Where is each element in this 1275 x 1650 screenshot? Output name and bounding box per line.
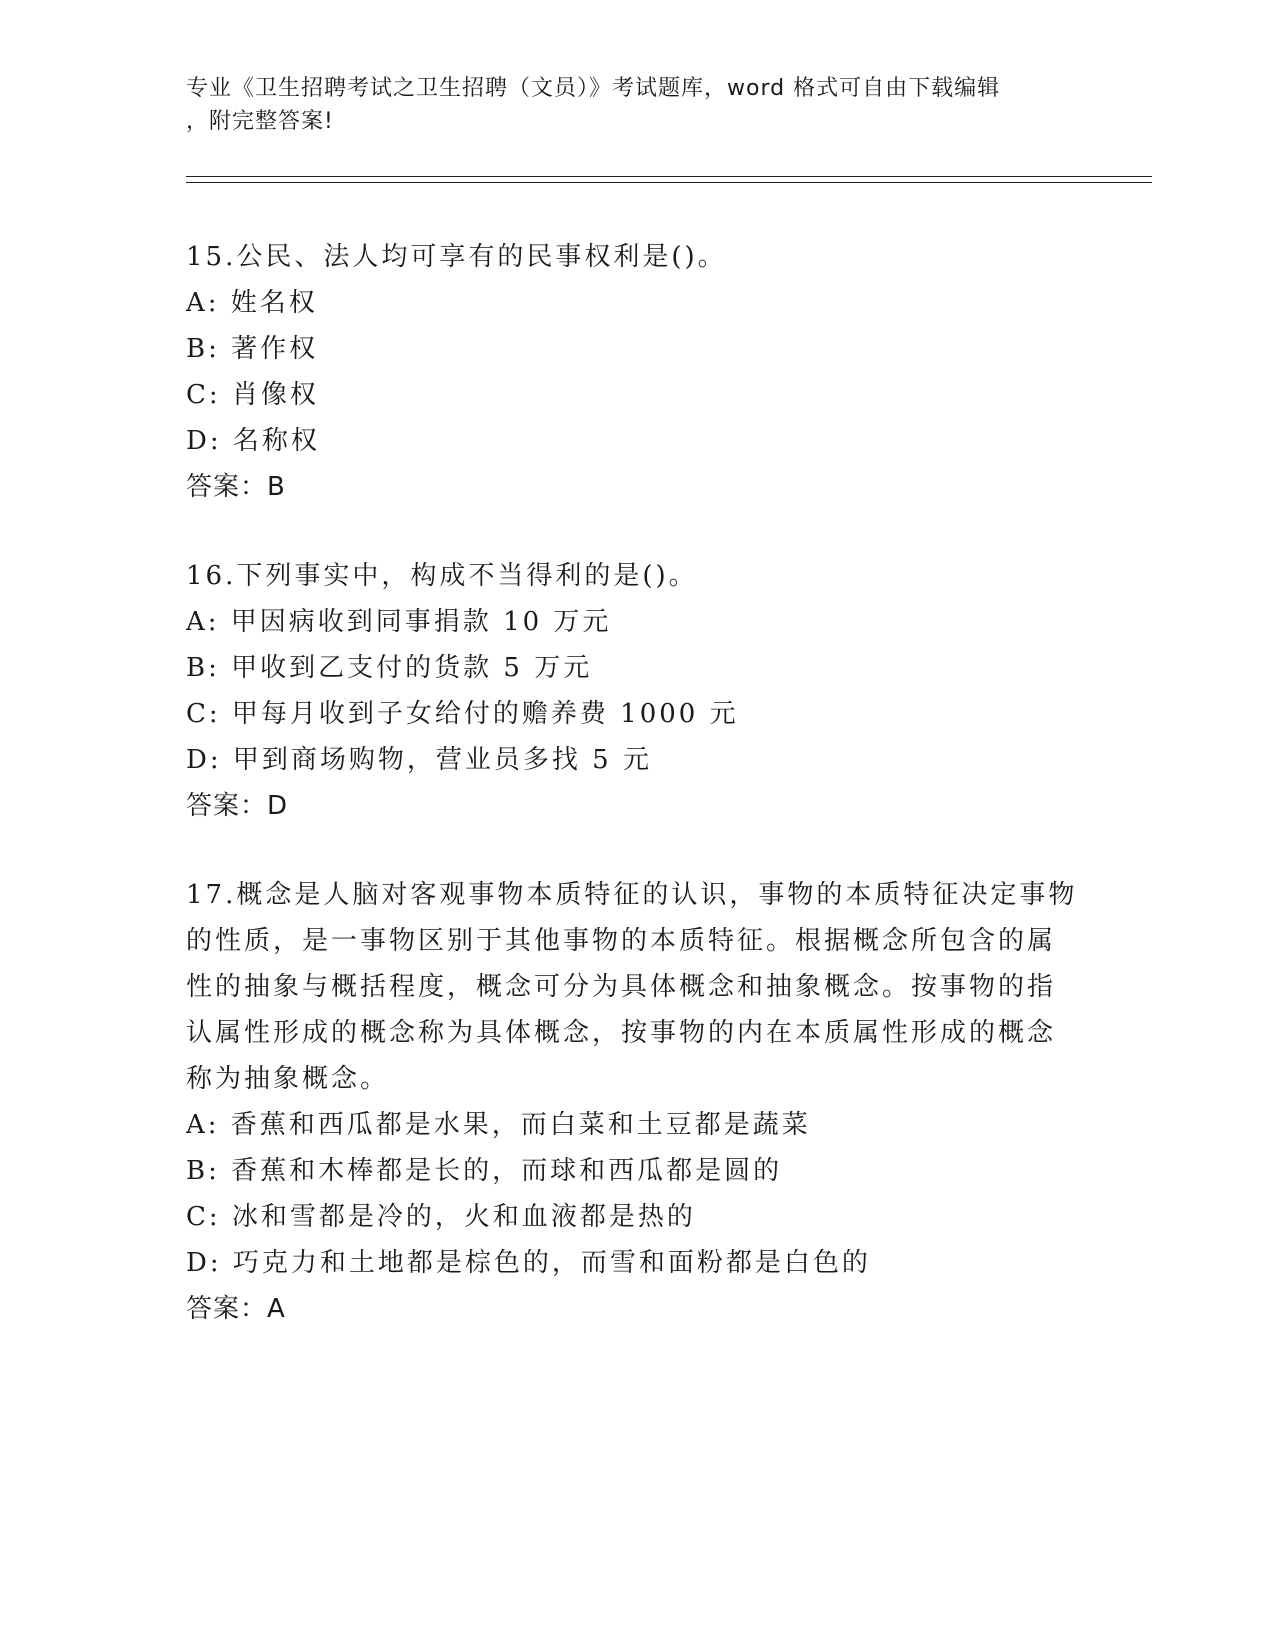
option-c: C: 肖像权 [186, 380, 319, 410]
header-line-1: 专业《卫生招聘考试之卫生招聘（文员）》考试题库，word 格式可自由下载编辑 [186, 76, 1001, 101]
option-d: D: 名称权 [186, 426, 320, 456]
option-b: B: 著作权 [186, 334, 319, 364]
option-a: A: 香蕉和西瓜都是水果，而白菜和土豆都是蔬菜 [186, 1110, 811, 1140]
document-header [186, 72, 1066, 138]
option-b: B: 甲收到乙支付的货款 5 万元 [186, 653, 593, 683]
answer: 答案：B [186, 472, 286, 502]
question-stem: 16.下列事实中，构成不当得利的是()。 [186, 561, 698, 591]
option-c: C: 甲每月收到子女给付的赡养费 1000 元 [186, 699, 739, 729]
question-16 [186, 553, 1076, 829]
option-d: D: 甲到商场购物，营业员多找 5 元 [186, 745, 652, 775]
question-stem-line-5: 称为抽象概念。 [186, 1064, 390, 1094]
header-divider-top [186, 176, 1152, 177]
header-line-2: ，附完整答案! [186, 109, 334, 134]
header-divider-bottom [186, 182, 1152, 183]
question-stem-line-3: 性的抽象与概括程度，概念可分为具体概念和抽象概念。按事物的指 [186, 972, 1057, 1002]
option-b: B: 香蕉和木棒都是长的，而球和西瓜都是圆的 [186, 1156, 783, 1186]
question-stem-line-4: 认属性形成的概念称为具体概念，按事物的内在本质属性形成的概念 [186, 1018, 1057, 1048]
question-stem: 15.公民、法人均可享有的民事权利是()。 [186, 242, 727, 272]
option-a: A: 甲因病收到同事捐款 10 万元 [186, 607, 612, 637]
question-17 [186, 872, 1076, 1332]
question-stem-line-1: 17.概念是人脑对客观事物本质特征的认识，事物的本质特征决定事物 [186, 880, 1078, 910]
option-c: C: 冰和雪都是冷的，火和血液都是热的 [186, 1202, 696, 1232]
answer: 答案：D [186, 791, 289, 821]
answer: 答案：A [186, 1294, 286, 1324]
option-d: D: 巧克力和土地都是棕色的，而雪和面粉都是白色的 [186, 1248, 871, 1278]
option-a: A: 姓名权 [186, 288, 318, 318]
question-15 [186, 234, 1076, 510]
question-stem-line-2: 的性质，是一事物区别于其他事物的本质特征。根据概念所包含的属 [186, 926, 1057, 956]
